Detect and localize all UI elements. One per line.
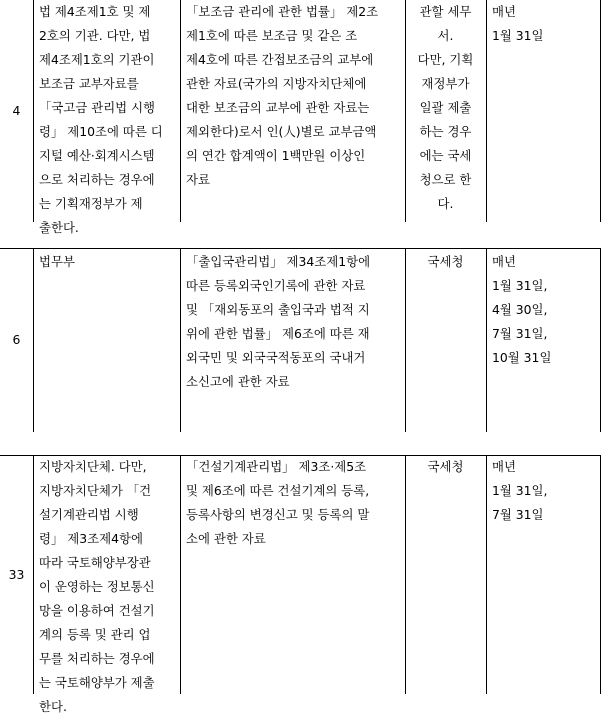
data-description-cell [186, 0, 399, 222]
text-line: 에는 국세 [419, 148, 472, 163]
text-line: 매년 [492, 254, 516, 269]
text-line: 제4호에 따른 간접보조금의 교부에 [186, 52, 374, 67]
text-line: 1월 31일, [492, 483, 548, 498]
text-line: 다만, 기획 [417, 52, 474, 67]
text-line: 청으로 한 [419, 172, 472, 187]
text-line: 설기계관리법 시행 [39, 507, 139, 522]
text-line: 및 제6조에 따른 건설기계의 등록, [186, 483, 370, 498]
text-line: 위에 관한 법률」 제6조에 따른 재 [186, 326, 370, 341]
text-line: 계의 등록 및 관리 업 [39, 627, 151, 642]
data-description-cell [186, 455, 399, 694]
text-line: 다. [437, 196, 454, 211]
column-divider [180, 455, 181, 694]
text-line: 령」 제10조에 따른 디 [39, 124, 163, 139]
text-line: 10월 31일 [492, 350, 552, 365]
text-line: 「출입국관리법」 제34조제1항에 [186, 254, 371, 269]
text-line: 따라 국토해양부장관 [39, 555, 151, 570]
column-divider [486, 455, 487, 694]
text-line: 지방자치단체. 다만, [39, 459, 147, 474]
column-divider [405, 455, 406, 694]
text-line: 자료 [186, 172, 210, 187]
text-line: 하는 경우 [419, 124, 472, 139]
column-divider [33, 248, 34, 432]
column-divider [405, 0, 406, 222]
recipient-cell [409, 250, 482, 432]
text-line: 법무부 [39, 254, 75, 269]
text-line: 관할 세무 [419, 4, 472, 19]
text-line: 및 「재외동포의 출입국과 법적 지 [186, 302, 370, 317]
text-line: 소신고에 관한 자료 [186, 374, 290, 389]
text-line: 등록사항의 변경신고 및 등록의 말 [186, 507, 370, 522]
text-line: 매년 [492, 4, 516, 19]
table-fragment-row-4 [0, 0, 601, 235]
column-divider [33, 455, 34, 694]
deadline-cell [492, 250, 596, 432]
row-number: 4 [12, 103, 21, 118]
text-line: 1월 31일 [492, 28, 544, 43]
column-divider [180, 248, 181, 432]
text-line: 「국고금 관리법 시행 [39, 100, 156, 115]
text-line: 무를 처리하는 경우에 [39, 651, 155, 666]
table-fragment-row-6 [0, 248, 601, 432]
text-line: 의 연간 합계액이 1백만원 이상인 [186, 148, 366, 163]
text-line: 따른 등록외국인기록에 관한 자료 [186, 278, 366, 293]
row-number: 33 [8, 566, 25, 582]
text-line: 지털 예산·회계시스템 [39, 148, 155, 163]
text-line: 재정부가 [421, 76, 470, 91]
table-fragment-row-33 [0, 455, 601, 714]
recipient-cell [409, 455, 482, 694]
text-line: 보조금 교부자료를 [39, 76, 139, 91]
text-line: 제1호에 따른 보조금 및 같은 조 [186, 28, 358, 43]
text-line: 제4조제1호의 기관이 [39, 52, 155, 67]
text-line: 대한 보조금의 교부에 관한 자료는 [186, 100, 370, 115]
row-border [0, 248, 601, 249]
text-line: 령」 제3조제4항에 [39, 531, 143, 546]
column-divider [486, 248, 487, 432]
text-line: 출한다. [39, 220, 79, 235]
text-line: 는 기획재정부가 제 [39, 196, 143, 211]
text-line: 제외한다)로서 인(人)별로 교부금액 [186, 124, 377, 139]
text-line: 법 제4조제1호 및 제 [39, 4, 151, 19]
text-line: 국세청 [427, 254, 464, 269]
submitting-agency-cell [39, 455, 172, 714]
recipient-cell [409, 0, 482, 222]
column-divider [486, 0, 487, 222]
text-line: 으로 처리하는 경우에 [39, 172, 155, 187]
text-line: 매년 [492, 459, 516, 474]
text-line: 관한 자료(국가의 지방자치단체에 [186, 76, 367, 91]
text-line: 소에 관한 자료 [186, 531, 266, 546]
text-line: 외국민 및 외국국적동포의 국내거 [186, 350, 366, 365]
deadline-cell [492, 455, 596, 694]
column-divider [33, 0, 34, 222]
row-number: 6 [12, 332, 21, 347]
column-divider [405, 248, 406, 432]
text-line: 「보조금 관리에 관한 법률」 제2조 [186, 4, 379, 19]
submitting-agency-cell [39, 0, 172, 235]
text-line: 일괄 제출 [419, 100, 472, 115]
text-line: 7월 31일, [492, 326, 548, 341]
text-line: 망을 이용하여 건설기 [39, 603, 155, 618]
text-line: 국세청 [427, 459, 464, 474]
data-description-cell [186, 250, 399, 432]
deadline-cell [492, 0, 596, 222]
text-line: 7월 31일 [492, 507, 544, 522]
text-line: 서. [437, 28, 454, 43]
text-line: 한다. [39, 699, 67, 714]
text-line: 는 국토해양부가 제출 [39, 675, 155, 690]
text-line: 이 운영하는 정보통신 [39, 579, 155, 594]
text-line: 1월 31일, [492, 278, 548, 293]
text-line: 2호의 기관. 다만, 법 [39, 28, 151, 43]
column-divider [180, 0, 181, 222]
text-line: 「건설기계관리법」 제3조·제5조 [186, 459, 367, 474]
text-line: 4월 30일, [492, 302, 548, 317]
submitting-agency-cell [39, 250, 172, 432]
text-line: 지방자치단체가 「건 [39, 483, 152, 498]
